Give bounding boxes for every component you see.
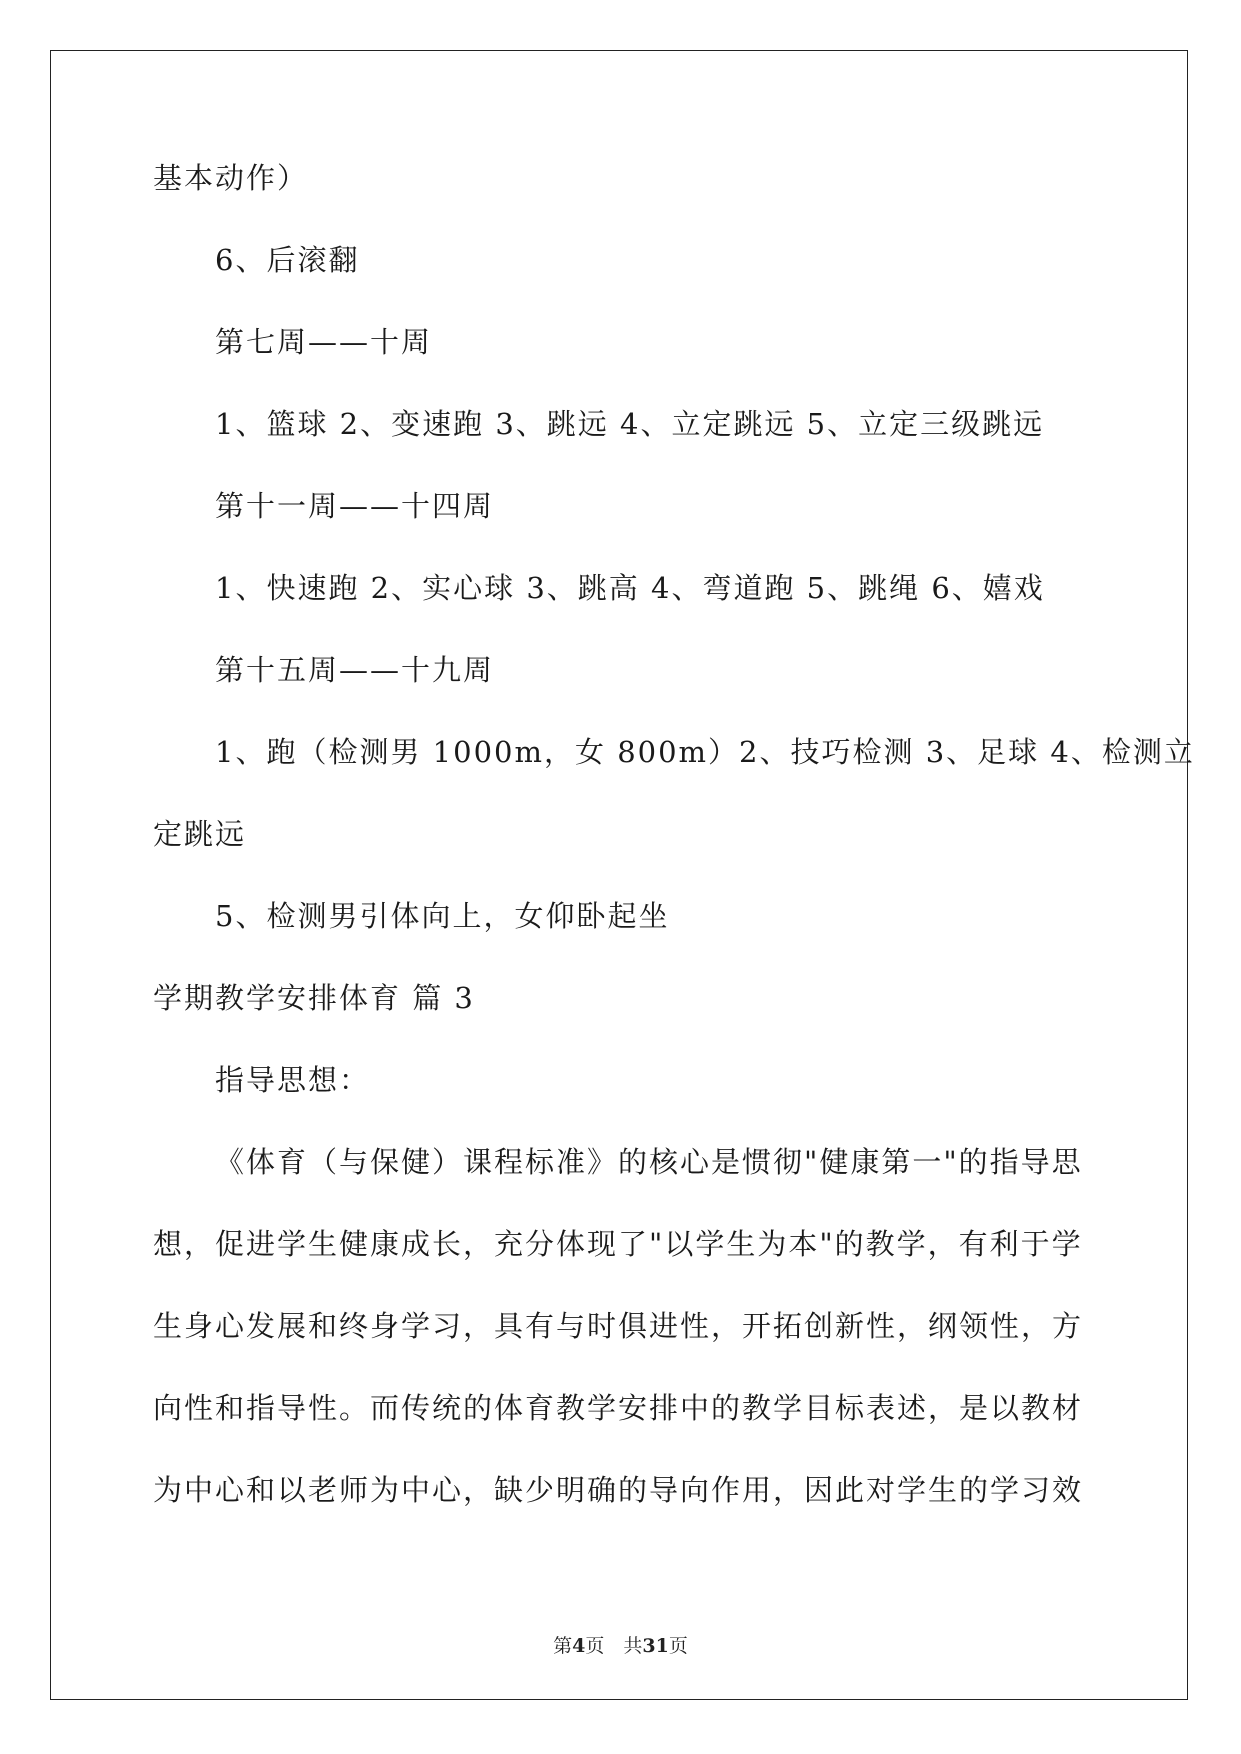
page-footer (0, 1634, 1241, 1658)
text-line: 第十一周——十四周 (215, 489, 495, 523)
text-line: 向性和指导性。而传统的体育教学安排中的教学目标表述，是以教材 (153, 1391, 1084, 1425)
footer-prefix: 第 (553, 1635, 573, 1657)
footer-middle: 页 共 (585, 1635, 643, 1657)
text-line: 基本动作） (153, 161, 309, 195)
text-line: 生身心发展和终身学习，具有与时俱进性，开拓创新性，纲领性，方 (153, 1309, 1084, 1343)
text-line: 想，促进学生健康成长，充分体现了"以学生为本"的教学，有利于学 (153, 1227, 1083, 1261)
text-line: 1、跑（检测男 1000m，女 800m）2、技巧检测 3、足球 4、检测立 (215, 735, 1195, 769)
text-line: 第十五周——十九周 (215, 653, 495, 687)
total-pages-number: 31 (642, 1635, 669, 1657)
text-line: 指导思想： (215, 1063, 371, 1097)
text-line: 1、篮球 2、变速跑 3、跳远 4、立定跳远 5、立定三级跳远 (215, 407, 1045, 441)
text-line: 第七周——十周 (215, 325, 433, 359)
text-line: 5、检测男引体向上，女仰卧起坐 (215, 899, 670, 933)
text-line: 定跳远 (153, 817, 247, 851)
current-page-number: 4 (572, 1635, 586, 1657)
section-heading: 学期教学安排体育 篇 3 (153, 981, 475, 1015)
page-border (50, 50, 1188, 1700)
text-line: 6、后滚翻 (215, 243, 360, 277)
text-line: 1、快速跑 2、实心球 3、跳高 4、弯道跑 5、跳绳 6、嬉戏 (215, 571, 1045, 605)
text-line: 《体育（与保健）课程标准》的核心是惯彻"健康第一"的指导思 (215, 1145, 1083, 1179)
text-line: 为中心和以老师为中心，缺少明确的导向作用，因此对学生的学习效 (153, 1473, 1084, 1507)
footer-suffix: 页 (668, 1635, 688, 1657)
